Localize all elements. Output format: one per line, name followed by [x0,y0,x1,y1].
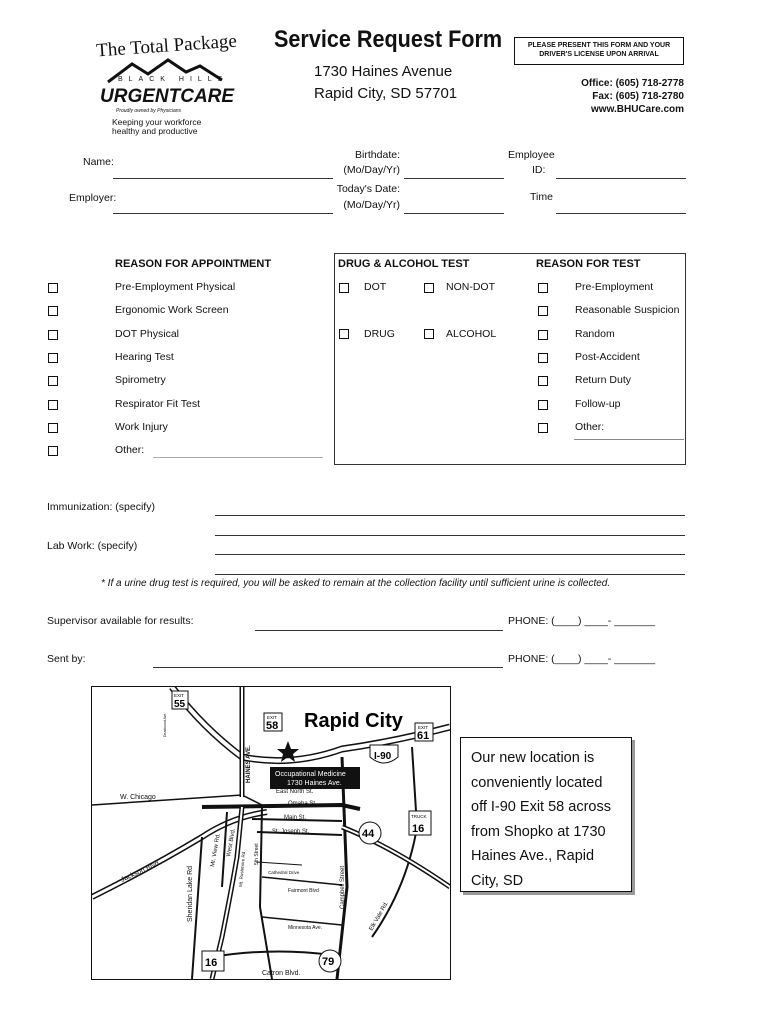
appt-label-3: Hearing Test [115,350,174,363]
location-map [91,686,451,980]
hwy16-truck-label: 16 [412,823,425,835]
non-dot-label: NON-DOT [446,281,495,293]
appt-label-6: Work Injury [115,420,168,433]
dot-label: DOT [364,281,387,293]
hwy16-label: 16 [205,957,218,969]
test-label-6: Other: [575,420,605,433]
test-label-1: Reasonable Suspicion [575,304,680,317]
employer-field[interactable] [113,213,333,214]
test-other-field[interactable] [574,439,684,440]
employer-label: Employer: [69,192,117,204]
hwy79-label: 79 [322,956,335,968]
appt-label-0: Pre-Employment Physical [115,281,236,293]
logo-urgentcare: URGENTCARE [100,86,235,107]
logo-proudly: Proudly owned by Physicians [116,108,182,114]
exit61-word: EXIT [418,725,429,730]
immunization-field-2[interactable] [215,535,685,536]
campbell-label: Campbell Street [340,865,346,909]
map-city-title: Rapid City [304,710,403,732]
map-svg [92,687,450,979]
dot-checkbox[interactable] [339,283,349,293]
fairmont-label: Fairmont Blvd [288,888,319,894]
exit58-word: EXIT [267,715,278,720]
lab-work-field-1[interactable] [215,554,685,555]
occ-med-address: 1730 Haines Ave. [287,780,342,787]
logo [90,24,250,142]
supervisor-phone[interactable]: PHONE: (____) ____- _______ [508,615,656,627]
birthdate-field[interactable] [404,178,504,179]
main-label: Main St. [284,815,307,821]
omaha-label: Omaha St. [288,801,317,807]
logo-black-hills: BLACK HILLS [118,76,229,83]
appt-checkbox-1[interactable] [48,306,58,316]
west-blvd-label: West Blvd. [226,828,237,858]
appt-label-1: Ergonomic Work Screen [115,304,229,317]
sent-by-label: Sent by: [47,653,86,665]
location-callout-box [460,737,632,892]
exit55-number: 55 [174,699,186,710]
name-label: Name: [83,156,114,168]
appt-checkbox-7[interactable] [48,446,58,456]
supervisor-label: Supervisor available for results: [47,615,194,627]
alcohol-checkbox[interactable] [424,329,434,339]
hwy44-label: 44 [362,828,375,840]
urine-footnote: * If a urine drug test is required, you will be asked to remain at the collection facility until sufficient urine is collected. [101,578,611,589]
test-label-2: Random [575,327,615,340]
employee-id-label: ID: [532,164,546,176]
employee-id-field[interactable] [556,178,686,179]
drug-test-title: DRUG & ALCOHOL TEST [338,258,470,270]
address-line2: Rapid City, SD 57701 [314,85,458,102]
appt-checkbox-6[interactable] [48,423,58,433]
alcohol-label: ALCOHOL [446,328,497,340]
drug-label: DRUG [364,328,395,340]
catron-label: Catron Blvd. [262,970,301,977]
todays-date-field[interactable] [404,213,504,214]
birthdate-format: (Mo/Day/Yr) [343,164,400,176]
website: www.BHUCare.com [591,104,684,115]
jackson-label: Jackson Blvd. [119,859,162,884]
truck-word: TRUCK [411,814,427,819]
license-notice-text: PLEASE PRESENT THIS FORM AND YOUR DRIVER'S LICENSE UPON ARRIVAL [527,42,671,58]
time-field[interactable] [556,213,686,214]
elk-vale-label: Elk Vale Rd. [368,900,391,932]
appt-label-4: Spirometry [115,374,166,387]
logo-tagline: Keeping your workforce healthy and productive [112,117,202,136]
test-label-4: Return Duty [575,374,632,387]
appt-checkbox-4[interactable] [48,376,58,386]
office-phone: Office: (605) 718-2778 [581,78,684,89]
test-checkbox-2[interactable] [538,330,548,340]
fax-number: Fax: (605) 718-2780 [592,91,684,102]
drug-checkbox[interactable] [339,329,349,339]
test-label-3: Post-Accident [575,350,640,363]
logo-top-text: The Total Package [95,30,238,62]
test-label-0: Pre-Employment [575,281,654,293]
sent-by-phone[interactable]: PHONE: (____) ____- _______ [508,653,656,665]
appt-checkbox-3[interactable] [48,353,58,363]
exit55-word: EXIT [174,693,185,698]
name-field[interactable] [113,178,333,179]
reason-test-title: REASON FOR TEST [536,258,641,270]
appt-label-7: Other: [115,444,145,457]
east-north-label: East North St. [276,789,314,795]
st-joseph-label: St. Joseph St. [272,829,310,835]
appt-checkbox-2[interactable] [48,330,58,340]
test-checkbox-5[interactable] [538,400,548,410]
lab-work-field-2[interactable] [215,574,685,575]
reason-appointment-title: REASON FOR APPOINTMENT [115,258,272,270]
appt-checkbox-0[interactable] [48,283,58,293]
immunization-label: Immunization: (specify) [47,501,155,513]
license-notice-box [514,37,684,65]
page-title: Service Request Form [274,26,503,53]
minnesota-label: Minnesota Ave. [288,925,323,931]
birthdate-label: Birthdate: [355,149,400,161]
deadwood-label: Deadwood Ave [163,713,167,737]
todays-date-label: Today's Date: [336,183,400,195]
todays-date-format: (Mo/Day/Yr) [343,199,400,211]
test-checkbox-1[interactable] [538,306,548,316]
address-line1: 1730 Haines Avenue [314,63,453,80]
supervisor-field[interactable] [255,630,503,631]
lab-work-label: Lab Work: (specify) [47,540,138,552]
sent-by-field[interactable] [153,667,503,668]
appt-other-field[interactable] [153,457,323,458]
test-checkbox-0[interactable] [538,283,548,293]
exit61-number: 61 [417,730,430,742]
exit58-number: 58 [266,720,279,732]
test-label-5: Follow-up [575,397,621,410]
appt-checkbox-5[interactable] [48,400,58,410]
location-callout-text: Our new location is conveniently located off I-90 Exit 58 across from Shopko at 1730 Haines Ave., Rapid City, SD [471,750,611,889]
test-checkbox-6[interactable] [538,423,548,433]
fifth-street-label: 5th Street [254,843,260,865]
sheridan-label: Sheridan Lake Rd [187,865,194,922]
occ-med-text: Occupational Medicine [275,771,346,778]
employee-label: Employee [508,149,555,161]
w-chicago-label: W. Chicago [120,794,156,801]
immunization-field-1[interactable] [215,515,685,516]
non-dot-checkbox[interactable] [424,283,434,293]
haines-label: HAINES AVE. [246,745,252,783]
time-label: Time [530,191,553,203]
appt-label-2: DOT Physical [115,327,179,340]
mt-view-label: Mt. View Rd. [210,832,222,868]
cathedral-label: Cathedral Drive [268,870,300,875]
test-checkbox-3[interactable] [538,353,548,363]
i90-label: I-90 [374,751,392,762]
appt-label-5: Respirator Fit Test [115,397,200,410]
test-checkbox-4[interactable] [538,376,548,386]
mt-rushmore-label: Mt. Rushmore Rd [238,851,247,888]
